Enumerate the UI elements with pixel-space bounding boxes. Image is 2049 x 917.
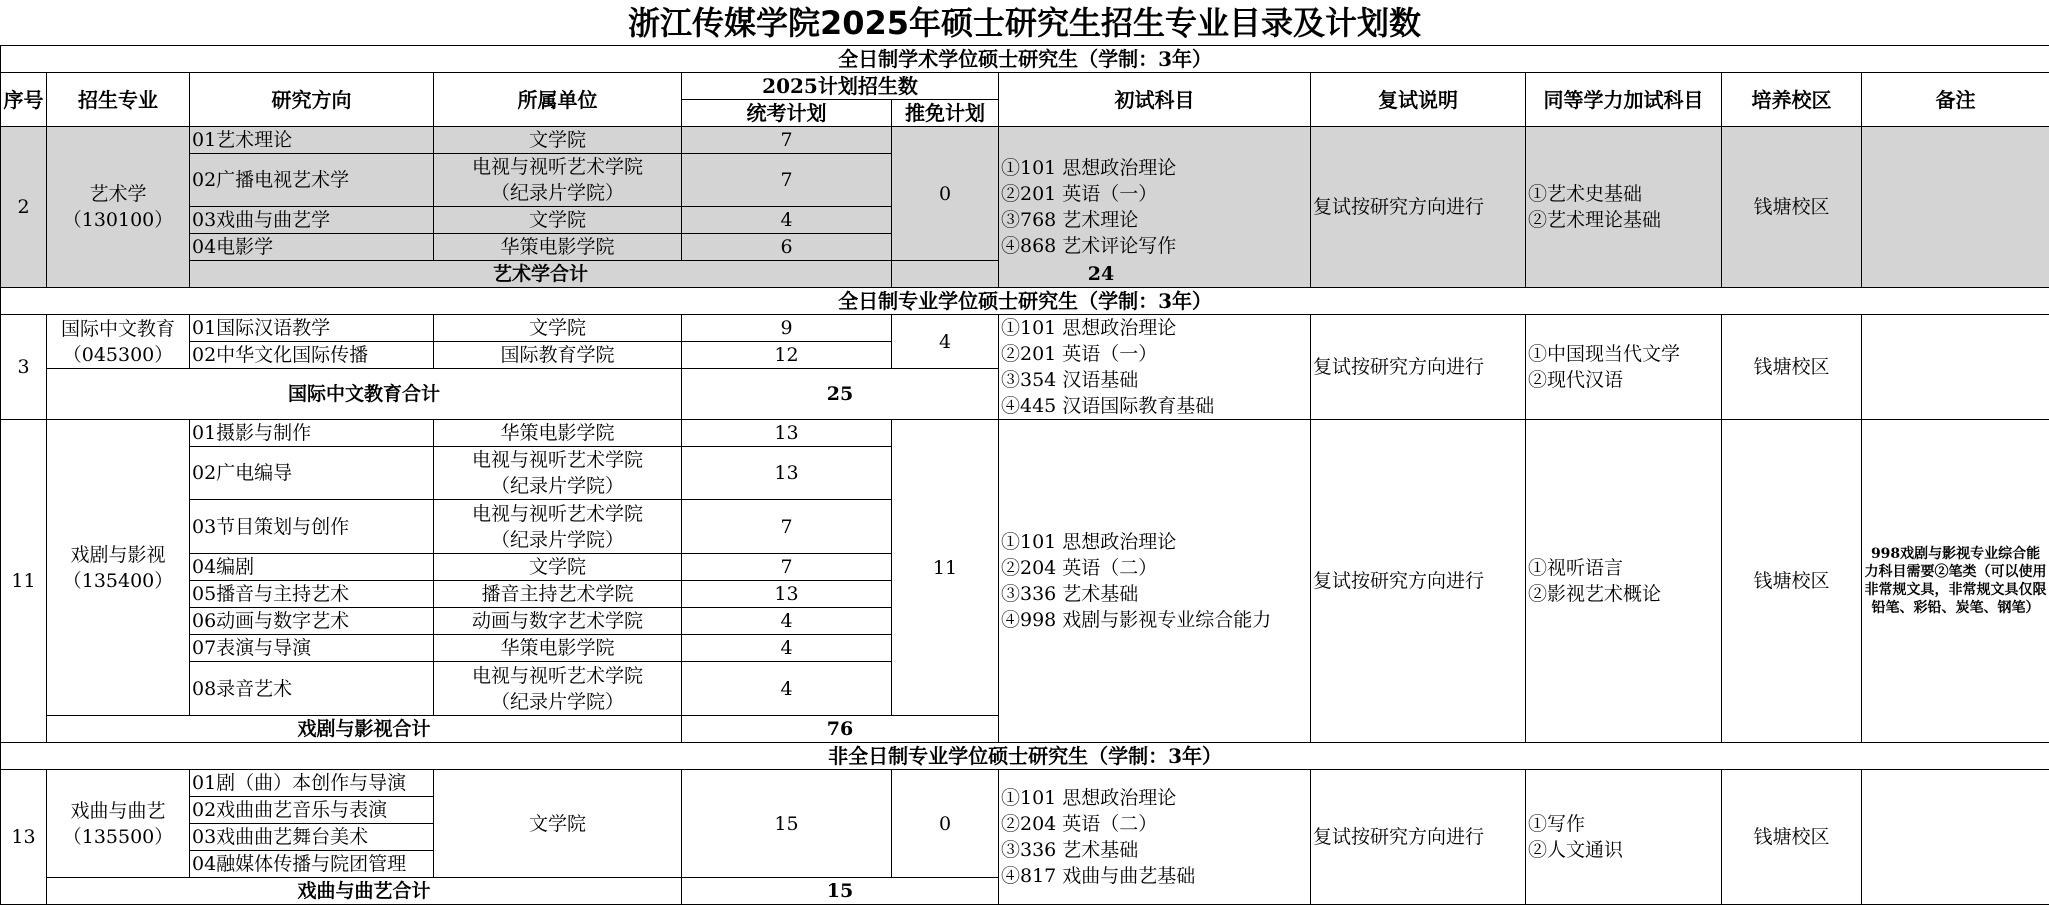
plan-cell: 4 [682, 635, 892, 662]
plan-cell: 4 [682, 207, 892, 234]
equiv-item: ①视听语言 [1528, 557, 1624, 579]
major-cell [47, 315, 190, 369]
direction-cell: 02中华文化国际传播 [190, 342, 434, 369]
exam-item: ④868 艺术评论写作 [1001, 235, 1177, 257]
direction-cell: 08录音艺术 [190, 662, 434, 716]
direction-cell: 01剧（曲）本创作与导演 [190, 770, 434, 797]
campus-cell: 钱塘校区 [1722, 770, 1862, 905]
direction-cell: 02戏曲曲艺音乐与表演 [190, 797, 434, 824]
unit-cell: 国际教育学院 [434, 342, 682, 369]
major-cell [47, 127, 190, 288]
exam-item: ②201 英语（一） [1001, 183, 1158, 205]
section-title: 全日制专业学位硕士研究生（学制：3年） [1, 288, 2049, 315]
campus-cell: 钱塘校区 [1722, 420, 1862, 743]
seq-cell: 2 [1, 127, 47, 288]
header-seq: 序号 [1, 73, 47, 127]
table-row [1, 420, 2049, 447]
header-unified: 统考计划 [682, 100, 892, 127]
major-cell [47, 770, 190, 878]
exam-item: ①101 思想政治理论 [1001, 531, 1177, 553]
unit-line: 电视与视听艺术学院 [471, 502, 643, 525]
section-title: 全日制学术学位硕士研究生（学制：3年） [1, 46, 2049, 73]
plan-cell: 7 [682, 127, 892, 154]
exam-item: ③336 艺术基础 [1001, 839, 1139, 861]
unit-line: （纪录片学院） [490, 690, 624, 713]
section-row [1, 46, 2049, 73]
campus-cell: 钱塘校区 [1722, 127, 1862, 288]
page-title: 浙江传媒学院2025年硕士研究生招生专业目录及计划数 [627, 4, 1422, 42]
equiv-item: ②现代汉语 [1528, 369, 1624, 391]
equiv-cell [1526, 315, 1722, 420]
header-exam: 初试科目 [999, 73, 1311, 127]
equiv-cell [1526, 420, 1722, 743]
note-cell [1862, 770, 2049, 905]
exam-cell [999, 315, 1311, 420]
section-row [1, 743, 2049, 770]
exam-item: ②204 英语（二） [1001, 813, 1158, 835]
exam-item: ③354 汉语基础 [1001, 369, 1139, 391]
major-name: 戏曲与曲艺 [70, 799, 166, 822]
unit-line: 电视与视听艺术学院 [471, 664, 643, 687]
plan-cell: 6 [682, 234, 892, 261]
exam-item: ①101 思想政治理论 [1001, 787, 1177, 809]
note-cell [1862, 315, 2049, 420]
exam-cell [999, 770, 1311, 905]
header-exempt: 推免计划 [892, 100, 999, 127]
admission-table [0, 45, 2049, 905]
plan-cell: 4 [682, 662, 892, 716]
header-major: 招生专业 [47, 73, 190, 127]
direction-cell: 03戏曲与曲艺学 [190, 207, 434, 234]
unit-cell: 华策电影学院 [434, 234, 682, 261]
exempt-cell: 0 [892, 127, 999, 261]
unit-cell: 文学院 [434, 315, 682, 342]
total-value: 76 [682, 716, 999, 743]
plan-cell: 13 [682, 447, 892, 500]
note-cell [1862, 127, 2049, 288]
unit-cell [434, 500, 682, 554]
total-label: 戏剧与影视合计 [47, 716, 682, 743]
plan-cell: 13 [682, 420, 892, 447]
exempt-cell: 11 [892, 420, 999, 716]
direction-cell: 06动画与数字艺术 [190, 608, 434, 635]
exam-item: ②201 英语（一） [1001, 343, 1158, 365]
total-label: 国际中文教育合计 [47, 369, 682, 420]
header-row [1, 73, 2049, 100]
direction-cell: 02广播电视艺术学 [190, 154, 434, 207]
unit-cell: 文学院 [434, 127, 682, 154]
plan-cell: 12 [682, 342, 892, 369]
plan-cell: 4 [682, 608, 892, 635]
exempt-cell: 4 [892, 315, 999, 369]
total-value: 24 [892, 261, 1311, 288]
retest-cell: 复试按研究方向进行 [1311, 315, 1526, 420]
equiv-item: ②影视艺术概论 [1528, 583, 1662, 605]
exempt-cell: 0 [892, 770, 999, 878]
seq-cell: 13 [1, 770, 47, 905]
header-retest: 复试说明 [1311, 73, 1526, 127]
exam-item: ①101 思想政治理论 [1001, 157, 1177, 179]
equiv-cell [1526, 127, 1722, 288]
unit-line: 电视与视听艺术学院 [471, 156, 643, 178]
unit-line: （纪录片学院） [490, 182, 624, 204]
table-row [1, 770, 2049, 797]
major-code: （045300） [62, 343, 174, 366]
unit-cell [434, 662, 682, 716]
total-value: 25 [682, 369, 999, 420]
equiv-item: ②艺术理论基础 [1528, 209, 1662, 231]
exam-item: ③768 艺术理论 [1001, 209, 1139, 231]
exam-item: ①101 思想政治理论 [1001, 317, 1177, 339]
direction-cell: 05播音与主持艺术 [190, 581, 434, 608]
direction-cell: 01艺术理论 [190, 127, 434, 154]
header-campus: 培养校区 [1722, 73, 1862, 127]
plan-cell: 7 [682, 500, 892, 554]
header-plan: 2025计划招生数 [682, 73, 999, 100]
unit-line: （纪录片学院） [490, 475, 624, 497]
major-code: （135400） [62, 569, 174, 592]
exam-cell [999, 420, 1311, 743]
header-note: 备注 [1862, 73, 2049, 127]
direction-cell: 04电影学 [190, 234, 434, 261]
major-code: （135500） [62, 825, 174, 848]
plan-cell: 15 [682, 770, 892, 878]
unit-cell [434, 447, 682, 500]
major-name: 艺术学 [89, 183, 147, 205]
direction-cell: 01摄影与制作 [190, 420, 434, 447]
direction-cell: 02广电编导 [190, 447, 434, 500]
header-equiv: 同等学力加试科目 [1526, 73, 1722, 127]
total-label: 戏曲与曲艺合计 [47, 878, 682, 905]
section-title: 非全日制专业学位硕士研究生（学制：3年） [1, 743, 2049, 770]
header-unit: 所属单位 [434, 73, 682, 127]
major-name: 戏剧与影视 [70, 543, 166, 566]
direction-cell: 07表演与导演 [190, 635, 434, 662]
plan-cell: 9 [682, 315, 892, 342]
seq-cell: 3 [1, 315, 47, 420]
direction-cell: 03戏曲曲艺舞台美术 [190, 824, 434, 851]
direction-cell: 01国际汉语教学 [190, 315, 434, 342]
unit-line: 电视与视听艺术学院 [471, 449, 643, 471]
major-code: （130100） [62, 209, 174, 231]
unit-cell: 播音主持艺术学院 [434, 581, 682, 608]
unit-cell: 动画与数字艺术学院 [434, 608, 682, 635]
equiv-cell [1526, 770, 1722, 905]
retest-cell: 复试按研究方向进行 [1311, 420, 1526, 743]
table-row [1, 315, 2049, 342]
unit-cell: 华策电影学院 [434, 420, 682, 447]
retest-cell: 复试按研究方向进行 [1311, 127, 1526, 288]
exam-item: ④998 戏剧与影视专业综合能力 [1001, 609, 1272, 631]
seq-cell: 11 [1, 420, 47, 743]
plan-cell: 13 [682, 581, 892, 608]
retest-cell: 复试按研究方向进行 [1311, 770, 1526, 905]
note-cell: 998戏剧与影视专业综合能力科目需要②笔类（可以使用非常规文具，非常规文具仅限铅笔、彩铅、炭笔、钢笔） [1862, 420, 2049, 743]
unit-cell: 文学院 [434, 554, 682, 581]
equiv-item: ①写作 [1528, 813, 1586, 835]
direction-cell: 03节目策划与创作 [190, 500, 434, 554]
plan-cell: 7 [682, 554, 892, 581]
exam-item: ④445 汉语国际教育基础 [1001, 395, 1215, 417]
major-name: 国际中文教育 [60, 317, 175, 340]
total-label: 艺术学合计 [190, 261, 892, 288]
unit-line: （纪录片学院） [490, 528, 624, 551]
header-direction: 研究方向 [190, 73, 434, 127]
exam-item: ④817 戏曲与曲艺基础 [1001, 865, 1196, 887]
direction-cell: 04编剧 [190, 554, 434, 581]
plan-cell: 7 [682, 154, 892, 207]
exam-item: ③336 艺术基础 [1001, 583, 1139, 605]
direction-cell: 04融媒体传播与院团管理 [190, 851, 434, 878]
unit-cell: 文学院 [434, 207, 682, 234]
section-row [1, 288, 2049, 315]
unit-cell: 文学院 [434, 770, 682, 878]
equiv-item: ②人文通识 [1528, 839, 1624, 861]
equiv-item: ①艺术史基础 [1528, 183, 1643, 205]
unit-cell: 华策电影学院 [434, 635, 682, 662]
table-row [1, 127, 2049, 154]
exam-item: ②204 英语（二） [1001, 557, 1158, 579]
major-cell [47, 420, 190, 716]
unit-cell [434, 154, 682, 207]
total-value: 15 [682, 878, 999, 905]
campus-cell: 钱塘校区 [1722, 315, 1862, 420]
equiv-item: ①中国现当代文学 [1528, 343, 1681, 365]
